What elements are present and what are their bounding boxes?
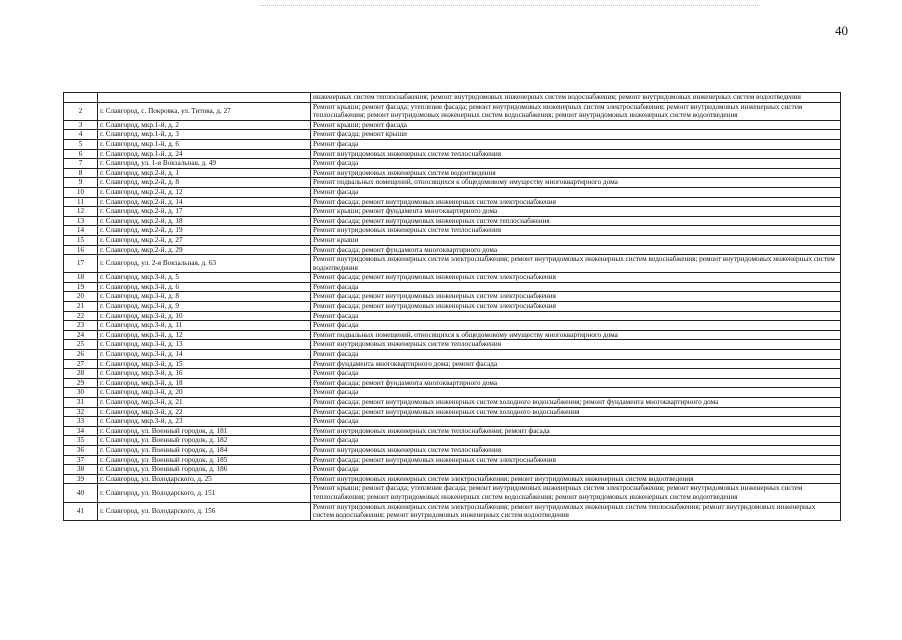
table-row <box>64 417 841 427</box>
table-row <box>64 311 841 321</box>
table-row <box>64 216 841 226</box>
table-row <box>64 398 841 408</box>
row-works: Ремонт фасада; ремонт внутридомовых инженерных систем электроснабжения <box>311 455 841 465</box>
row-number: 12 <box>64 207 98 217</box>
row-number: 25 <box>64 340 98 350</box>
row-number: 38 <box>64 465 98 475</box>
table-row <box>64 426 841 436</box>
row-number: 39 <box>64 474 98 484</box>
row-works: Ремонт фасада; ремонт фундамента многоквартирного дома <box>311 378 841 388</box>
row-works: Ремонт фасада <box>311 139 841 149</box>
row-works: Ремонт крыши <box>311 235 841 245</box>
table-row <box>64 178 841 188</box>
row-number: 11 <box>64 197 98 207</box>
table-row <box>64 273 841 283</box>
row-address: г. Славгород, с. Покровка, ул. Титова, д. 27 <box>98 102 311 120</box>
row-number: 32 <box>64 407 98 417</box>
table-row <box>64 149 841 159</box>
row-address: г. Славгород, мкр.3-й, д. 15 <box>98 359 311 369</box>
table-row <box>64 159 841 169</box>
row-address: г. Славгород, мкр.3-й, д. 9 <box>98 302 311 312</box>
row-works: Ремонт внутридомовых инженерных систем электроснабжения; ремонт внутридомовых инженерных систем теплоснабжения; ремонт внутридомовых инженерных систем водоснабжения; ремонт внутридомовых инженерных систем водоотведения <box>311 502 841 520</box>
row-number: 6 <box>64 149 98 159</box>
table-row <box>64 292 841 302</box>
table-row <box>64 436 841 446</box>
row-address: г. Славгород, мкр.2-й, д. 12 <box>98 187 311 197</box>
row-works: Ремонт крыши; ремонт фасада; утепление фасада; ремонт внутридомовых инженерных систем электроснабжения; ремонт внутридомовых инженерных систем теплоснабжения; ремонт внутридомовых инженерных систем водоснабжения; ремонт внутридомовых инженерных систем водоотведения <box>311 484 841 502</box>
row-works: Ремонт фундамента многоквартирного дома; ремонт фасада <box>311 359 841 369</box>
table-row <box>64 93 841 103</box>
row-number: 5 <box>64 139 98 149</box>
table-row <box>64 455 841 465</box>
table-row <box>64 197 841 207</box>
table-row <box>64 465 841 475</box>
row-works: Ремонт фасада <box>311 321 841 331</box>
row-address: г. Славгород, мкр.2-й, д. 1 <box>98 168 311 178</box>
row-works: Ремонт крыши; ремонт фасада <box>311 120 841 130</box>
table-row <box>64 474 841 484</box>
table-body <box>64 93 841 521</box>
row-address: г. Славгород, мкр.3-й, д. 14 <box>98 350 311 360</box>
row-address: г. Славгород, ул. Военный городок, д. 181 <box>98 426 311 436</box>
row-works: Ремонт внутридомовых инженерных систем теплоснабжения <box>311 149 841 159</box>
row-address: г. Славгород, мкр.3-й, д. 5 <box>98 273 311 283</box>
row-address: г. Славгород, мкр.2-й, д. 8 <box>98 178 311 188</box>
row-works: Ремонт внутридомовых инженерных систем теплоснабжения <box>311 445 841 455</box>
row-address: г. Славгород, ул. Военный городок, д. 185 <box>98 455 311 465</box>
row-number: 17 <box>64 255 98 273</box>
row-number: 23 <box>64 321 98 331</box>
row-address: г. Славгород, мкр.3-й, д. 8 <box>98 292 311 302</box>
table-row <box>64 330 841 340</box>
row-address: г. Славгород, мкр.3-й, д. 10 <box>98 311 311 321</box>
row-number: 27 <box>64 359 98 369</box>
row-works: Ремонт фасада; ремонт внутридомовых инженерных систем холодного водоснабжения <box>311 407 841 417</box>
row-works: Ремонт фасада <box>311 369 841 379</box>
table-row <box>64 378 841 388</box>
table-row <box>64 359 841 369</box>
row-number: 21 <box>64 302 98 312</box>
row-number <box>64 93 98 103</box>
row-address: г. Славгород, мкр.3-й, д. 12 <box>98 330 311 340</box>
row-works: Ремонт фасада <box>311 388 841 398</box>
table-row <box>64 407 841 417</box>
row-works: Ремонт фасада <box>311 187 841 197</box>
table-row <box>64 207 841 217</box>
table-row <box>64 255 841 273</box>
row-works: Ремонт внутридомовых инженерных систем теплоснабжения <box>311 340 841 350</box>
row-works: Ремонт фасада; ремонт крыши <box>311 130 841 140</box>
row-works: Ремонт внутридомовых инженерных систем электроснабжения; ремонт внутридомовых инженерных систем водоотведения <box>311 474 841 484</box>
row-number: 10 <box>64 187 98 197</box>
table-row <box>64 350 841 360</box>
row-address: г. Славгород, мкр.1-й, д. 6 <box>98 139 311 149</box>
repair-works-table <box>63 92 841 521</box>
row-works: Ремонт фасада; ремонт внутридомовых инженерных систем электроснабжения <box>311 302 841 312</box>
row-address: г. Славгород, ул. Военный городок, д. 184 <box>98 445 311 455</box>
row-number: 8 <box>64 168 98 178</box>
row-works: Ремонт фасада; ремонт внутридомовых инженерных систем электроснабжения <box>311 197 841 207</box>
table-row <box>64 226 841 236</box>
table-row <box>64 235 841 245</box>
row-works: Ремонт фасада; ремонт внутридомовых инженерных систем электроснабжения <box>311 292 841 302</box>
row-works: Ремонт фасада <box>311 350 841 360</box>
row-works: Ремонт фасада <box>311 311 841 321</box>
row-number: 19 <box>64 282 98 292</box>
row-works: Ремонт подвальных помещений, относящихся к общедомовому имуществу многоквартирного дома <box>311 178 841 188</box>
row-works: Ремонт крыши; ремонт фасада; утепление фасада; ремонт внутридомовых инженерных систем электроснабжения; ремонт внутридомовых инженерных систем теплоснабжения; ремонт внутридомовых инженерных систем водоснабжения; ремонт внутридомовых инженерных систем водоотведения <box>311 102 841 120</box>
row-address: г. Славгород, мкр.1-й, д. 24 <box>98 149 311 159</box>
row-address: г. Славгород, мкр.2-й, д. 27 <box>98 235 311 245</box>
table-row <box>64 245 841 255</box>
row-address: г. Славгород, мкр.3-й, д. 16 <box>98 369 311 379</box>
row-number: 33 <box>64 417 98 427</box>
row-works: Ремонт фасада; ремонт фундамента многоквартирного дома <box>311 245 841 255</box>
row-works: Ремонт фасада; ремонт внутридомовых инженерных систем теплоснабжения <box>311 216 841 226</box>
row-number: 14 <box>64 226 98 236</box>
row-address: г. Славгород, ул. Володарского, д. 156 <box>98 502 311 520</box>
row-address: г. Славгород, мкр.2-й, д. 29 <box>98 245 311 255</box>
row-works: Ремонт внутридомовых инженерных систем теплоснабжения <box>311 226 841 236</box>
row-works: Ремонт фасада; ремонт внутридомовых инженерных систем холодного водоснабжения; ремонт фундамента многоквартирного дома <box>311 398 841 408</box>
table-row <box>64 282 841 292</box>
row-works: Ремонт внутридомовых инженерных систем водоотведения <box>311 168 841 178</box>
row-works: Ремонт фасада <box>311 417 841 427</box>
row-address: г. Славгород, мкр.3-й, д. 6 <box>98 282 311 292</box>
row-address: г. Славгород, мкр.1-й, д. 2 <box>98 120 311 130</box>
table-row <box>64 168 841 178</box>
table-row <box>64 302 841 312</box>
row-number: 37 <box>64 455 98 465</box>
row-address: г. Славгород, мкр.3-й, д. 18 <box>98 378 311 388</box>
row-number: 16 <box>64 245 98 255</box>
row-number: 30 <box>64 388 98 398</box>
row-address: г. Славгород, ул. Военный городок, д. 182 <box>98 436 311 446</box>
row-address: г. Славгород, мкр.3-й, д. 23 <box>98 417 311 427</box>
row-address: г. Славгород, мкр.2-й, д. 19 <box>98 226 311 236</box>
row-address: г. Славгород, ул. Володарского, д. 25 <box>98 474 311 484</box>
table-row <box>64 120 841 130</box>
row-number: 36 <box>64 445 98 455</box>
page-number: 40 <box>835 23 848 38</box>
row-number: 13 <box>64 216 98 226</box>
table-row <box>64 102 841 120</box>
row-number: 35 <box>64 436 98 446</box>
row-address: г. Славгород, ул. 2-я Вокзальная, д. 63 <box>98 255 311 273</box>
row-address: г. Славгород, мкр.1-й, д. 3 <box>98 130 311 140</box>
row-address: г. Славгород, мкр.3-й, д. 21 <box>98 398 311 408</box>
row-address: г. Славгород, мкр.2-й, д. 14 <box>98 197 311 207</box>
row-number: 34 <box>64 426 98 436</box>
row-number: 7 <box>64 159 98 169</box>
row-number: 40 <box>64 484 98 502</box>
scan-top-edge <box>260 5 760 6</box>
row-number: 20 <box>64 292 98 302</box>
row-works: Ремонт фасада <box>311 282 841 292</box>
row-number: 2 <box>64 102 98 120</box>
row-works: Ремонт фасада <box>311 465 841 475</box>
table-row <box>64 321 841 331</box>
row-works: Ремонт внутридомовых инженерных систем теплоснабжения; ремонт фасада <box>311 426 841 436</box>
row-number: 28 <box>64 369 98 379</box>
table-row <box>64 130 841 140</box>
table-row <box>64 484 841 502</box>
row-works: Ремонт фасада <box>311 159 841 169</box>
row-works: инженерных систем теплоснабжения; ремонт внутридомовых инженерных систем водоснабжения; ремонт внутридомовых инженерных систем водоотведения <box>311 93 841 103</box>
row-number: 3 <box>64 120 98 130</box>
row-works: Ремонт крыши; ремонт фундамента многоквартирного дома <box>311 207 841 217</box>
table-row <box>64 369 841 379</box>
row-number: 4 <box>64 130 98 140</box>
row-address: г. Славгород, мкр.3-й, д. 22 <box>98 407 311 417</box>
row-works: Ремонт фасада <box>311 436 841 446</box>
row-address: г. Славгород, ул. Володарского, д. 151 <box>98 484 311 502</box>
row-works: Ремонт подвальных помещений, относящихся к общедомовому имуществу многоквартирного дома <box>311 330 841 340</box>
row-number: 15 <box>64 235 98 245</box>
row-number: 22 <box>64 311 98 321</box>
row-number: 18 <box>64 273 98 283</box>
table-row <box>64 388 841 398</box>
row-address <box>98 93 311 103</box>
row-address: г. Славгород, ул. Военный городок, д. 186 <box>98 465 311 475</box>
row-address: г. Славгород, мкр.2-й, д. 17 <box>98 207 311 217</box>
row-number: 9 <box>64 178 98 188</box>
row-number: 26 <box>64 350 98 360</box>
row-number: 29 <box>64 378 98 388</box>
table-row <box>64 445 841 455</box>
row-address: г. Славгород, ул. 1-я Вокзальная, д. 49 <box>98 159 311 169</box>
row-number: 41 <box>64 502 98 520</box>
table-row <box>64 139 841 149</box>
row-works: Ремонт внутридомовых инженерных систем электроснабжения; ремонт внутридомовых инженерных систем водоснабжения; ремонт внутридомовых инженерных систем водоотведения <box>311 255 841 273</box>
row-number: 31 <box>64 398 98 408</box>
row-address: г. Славгород, мкр.3-й, д. 20 <box>98 388 311 398</box>
row-works: Ремонт фасада; ремонт внутридомовых инженерных систем электроснабжения <box>311 273 841 283</box>
table-row <box>64 340 841 350</box>
table-row <box>64 502 841 520</box>
row-address: г. Славгород, мкр.2-й, д. 18 <box>98 216 311 226</box>
row-address: г. Славгород, мкр.3-й, д. 13 <box>98 340 311 350</box>
table-row <box>64 187 841 197</box>
row-address: г. Славгород, мкр.3-й, д. 11 <box>98 321 311 331</box>
row-number: 24 <box>64 330 98 340</box>
